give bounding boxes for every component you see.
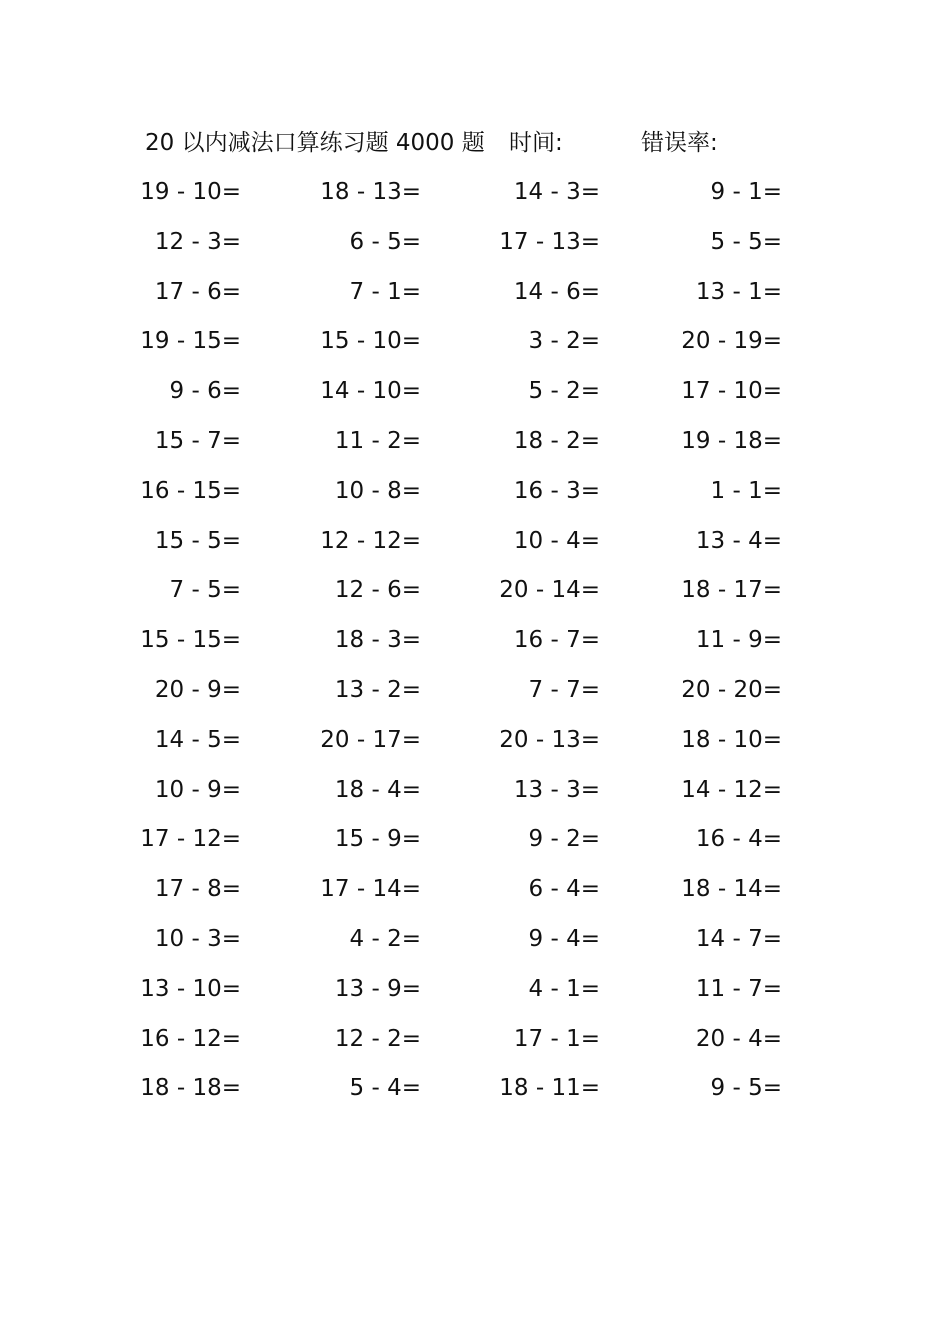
problem-item: 20 - 17=	[320, 726, 421, 753]
problem-row	[0, 922, 950, 956]
problem-row	[0, 175, 950, 209]
problem-item: 18 - 11=	[499, 1075, 600, 1102]
problem-item: 18 - 14=	[681, 876, 782, 903]
problem-item: 17 - 1=	[513, 1025, 600, 1052]
problem-item: 19 - 15=	[140, 328, 241, 355]
problem-item: 20 - 14=	[499, 577, 600, 604]
worksheet-title: 20 以内减法口算练习题 4000 题	[145, 130, 485, 156]
problem-row	[0, 673, 950, 707]
problem-item: 5 - 2=	[528, 378, 600, 405]
problem-item: 9 - 1=	[710, 179, 782, 205]
problem-item: 9 - 5=	[710, 1075, 782, 1102]
problem-item: 1 - 1=	[710, 477, 782, 504]
problem-item: 16 - 3=	[513, 477, 600, 504]
problem-item: 6 - 5=	[349, 228, 421, 255]
problem-item: 6 - 4=	[528, 876, 600, 903]
problem-item: 16 - 7=	[513, 627, 600, 654]
problem-row	[0, 822, 950, 856]
problem-item: 17 - 8=	[154, 876, 241, 903]
problem-item: 12 - 3=	[154, 228, 241, 255]
problem-item: 20 - 13=	[499, 726, 600, 753]
problem-item: 13 - 4=	[695, 527, 782, 554]
problem-row	[0, 773, 950, 807]
problem-item: 13 - 2=	[334, 677, 421, 703]
problem-item: 9 - 2=	[528, 826, 600, 853]
problem-item: 16 - 12=	[140, 1025, 241, 1052]
problem-row	[0, 1071, 950, 1105]
problem-item: 12 - 12=	[320, 527, 421, 554]
problem-row	[0, 474, 950, 508]
problem-row	[0, 1022, 950, 1056]
problem-item: 18 - 18=	[140, 1075, 241, 1102]
problem-item: 19 - 18=	[681, 428, 782, 454]
problem-item: 13 - 9=	[334, 975, 421, 1002]
problem-item: 11 - 9=	[695, 627, 782, 654]
problem-item: 17 - 6=	[154, 278, 241, 305]
problem-item: 7 - 5=	[169, 577, 241, 604]
problem-item: 14 - 3=	[513, 179, 600, 205]
problem-item: 13 - 1=	[695, 278, 782, 305]
problem-item: 15 - 5=	[154, 527, 241, 554]
problem-item: 11 - 2=	[334, 428, 421, 454]
problem-row	[0, 972, 950, 1006]
problem-item: 18 - 10=	[681, 726, 782, 753]
problem-item: 18 - 13=	[320, 179, 421, 205]
problem-item: 16 - 15=	[140, 477, 241, 504]
problem-item: 10 - 8=	[334, 477, 421, 504]
problem-row	[0, 573, 950, 607]
problem-item: 12 - 6=	[334, 577, 421, 604]
problem-item: 20 - 9=	[154, 677, 241, 703]
problem-row	[0, 275, 950, 309]
problem-item: 5 - 4=	[349, 1075, 421, 1102]
problem-row	[0, 723, 950, 757]
problem-row	[0, 374, 950, 408]
problem-item: 4 - 2=	[349, 926, 421, 952]
problem-item: 4 - 1=	[528, 975, 600, 1002]
time-label: 时间:	[509, 130, 563, 156]
problem-row	[0, 225, 950, 259]
problem-item: 9 - 4=	[528, 926, 600, 952]
problem-item: 15 - 10=	[320, 328, 421, 355]
problem-item: 13 - 10=	[140, 975, 241, 1002]
problem-item: 18 - 3=	[334, 627, 421, 654]
problem-row	[0, 623, 950, 657]
problem-item: 18 - 17=	[681, 577, 782, 604]
problem-item: 18 - 2=	[513, 428, 600, 454]
problem-item: 17 - 13=	[499, 228, 600, 255]
problem-item: 17 - 10=	[681, 378, 782, 405]
problem-item: 20 - 20=	[681, 677, 782, 703]
problem-item: 9 - 6=	[169, 378, 241, 405]
problem-item: 12 - 2=	[334, 1025, 421, 1052]
problem-item: 18 - 4=	[334, 776, 421, 803]
problem-item: 7 - 1=	[349, 278, 421, 305]
problem-item: 11 - 7=	[695, 975, 782, 1002]
problem-item: 17 - 14=	[320, 876, 421, 903]
problem-item: 14 - 5=	[154, 726, 241, 753]
problem-row	[0, 872, 950, 906]
problem-item: 10 - 4=	[513, 527, 600, 554]
problem-item: 15 - 9=	[334, 826, 421, 853]
problem-item: 7 - 7=	[528, 677, 600, 703]
problem-item: 14 - 7=	[695, 926, 782, 952]
problem-item: 17 - 12=	[140, 826, 241, 853]
problem-item: 10 - 9=	[154, 776, 241, 803]
error-rate-label: 错误率:	[641, 130, 718, 156]
problem-item: 15 - 15=	[140, 627, 241, 654]
problem-item: 16 - 4=	[695, 826, 782, 853]
problem-item: 14 - 10=	[320, 378, 421, 405]
problem-item: 13 - 3=	[513, 776, 600, 803]
problem-row	[0, 524, 950, 558]
problem-item: 10 - 3=	[154, 926, 241, 952]
problem-item: 19 - 10=	[140, 179, 241, 205]
problem-item: 15 - 7=	[154, 428, 241, 454]
problem-row	[0, 324, 950, 358]
problem-item: 20 - 4=	[695, 1025, 782, 1052]
problem-item: 14 - 12=	[681, 776, 782, 803]
problem-item: 3 - 2=	[528, 328, 600, 355]
problem-row	[0, 424, 950, 458]
problem-item: 5 - 5=	[710, 228, 782, 255]
problem-item: 14 - 6=	[513, 278, 600, 305]
problem-item: 20 - 19=	[681, 328, 782, 355]
